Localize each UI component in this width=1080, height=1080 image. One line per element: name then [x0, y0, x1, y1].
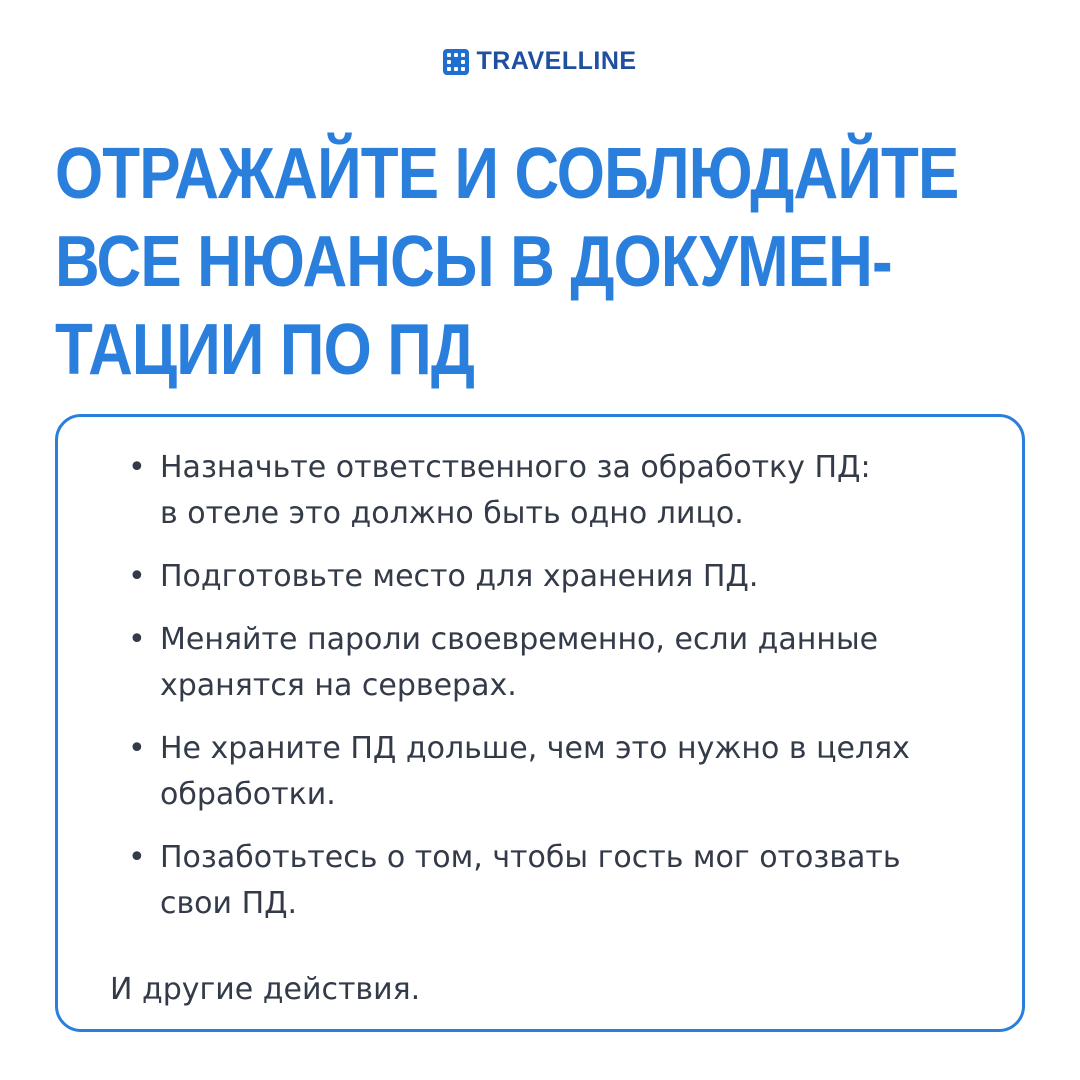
list-item — [128, 445, 988, 537]
list-item-text: хранятся на серверах. — [160, 668, 517, 703]
list-item-text: свои ПД. — [160, 886, 298, 921]
list-item-text: Подготовьте место для хранения ПД. — [160, 559, 759, 594]
list-item-text: в отеле это должно быть одно лицо. — [160, 496, 744, 531]
list-item-text: Назначьте ответственного за обработку ПД: — [160, 450, 871, 485]
list-item — [128, 617, 988, 709]
list-item-text: Меняйте пароли своевременно, если данные — [160, 622, 879, 657]
bullet-icon: • — [128, 559, 146, 594]
list-item — [128, 726, 988, 818]
list-item — [128, 835, 988, 927]
list-item-text: обработки. — [160, 777, 336, 812]
footer-note: И другие действия. — [110, 972, 421, 1007]
bullet-icon: • — [128, 450, 146, 485]
list-item-text: Позаботьтесь о том, чтобы гость мог отозвать — [160, 840, 901, 875]
logo-text: TRAVELLINE — [476, 47, 637, 75]
grid-dots-icon — [443, 49, 469, 75]
title-line: ВСЕ НЮАНСЫ В ДОКУМЕН- — [55, 222, 892, 302]
bullet-list — [128, 445, 988, 944]
title-line: ОТРАЖАЙТЕ И СОБЛЮДАЙТЕ — [55, 134, 959, 214]
bullet-icon: • — [128, 731, 146, 766]
bullet-icon: • — [128, 840, 146, 875]
title-line: ТАЦИИ ПО ПД — [55, 310, 475, 390]
page-title — [55, 130, 959, 394]
bullet-icon: • — [128, 622, 146, 657]
list-item — [128, 554, 988, 600]
logo — [0, 47, 1080, 76]
list-item-text: Не храните ПД дольше, чем это нужно в целях — [160, 731, 910, 766]
info-card — [55, 414, 1025, 1032]
